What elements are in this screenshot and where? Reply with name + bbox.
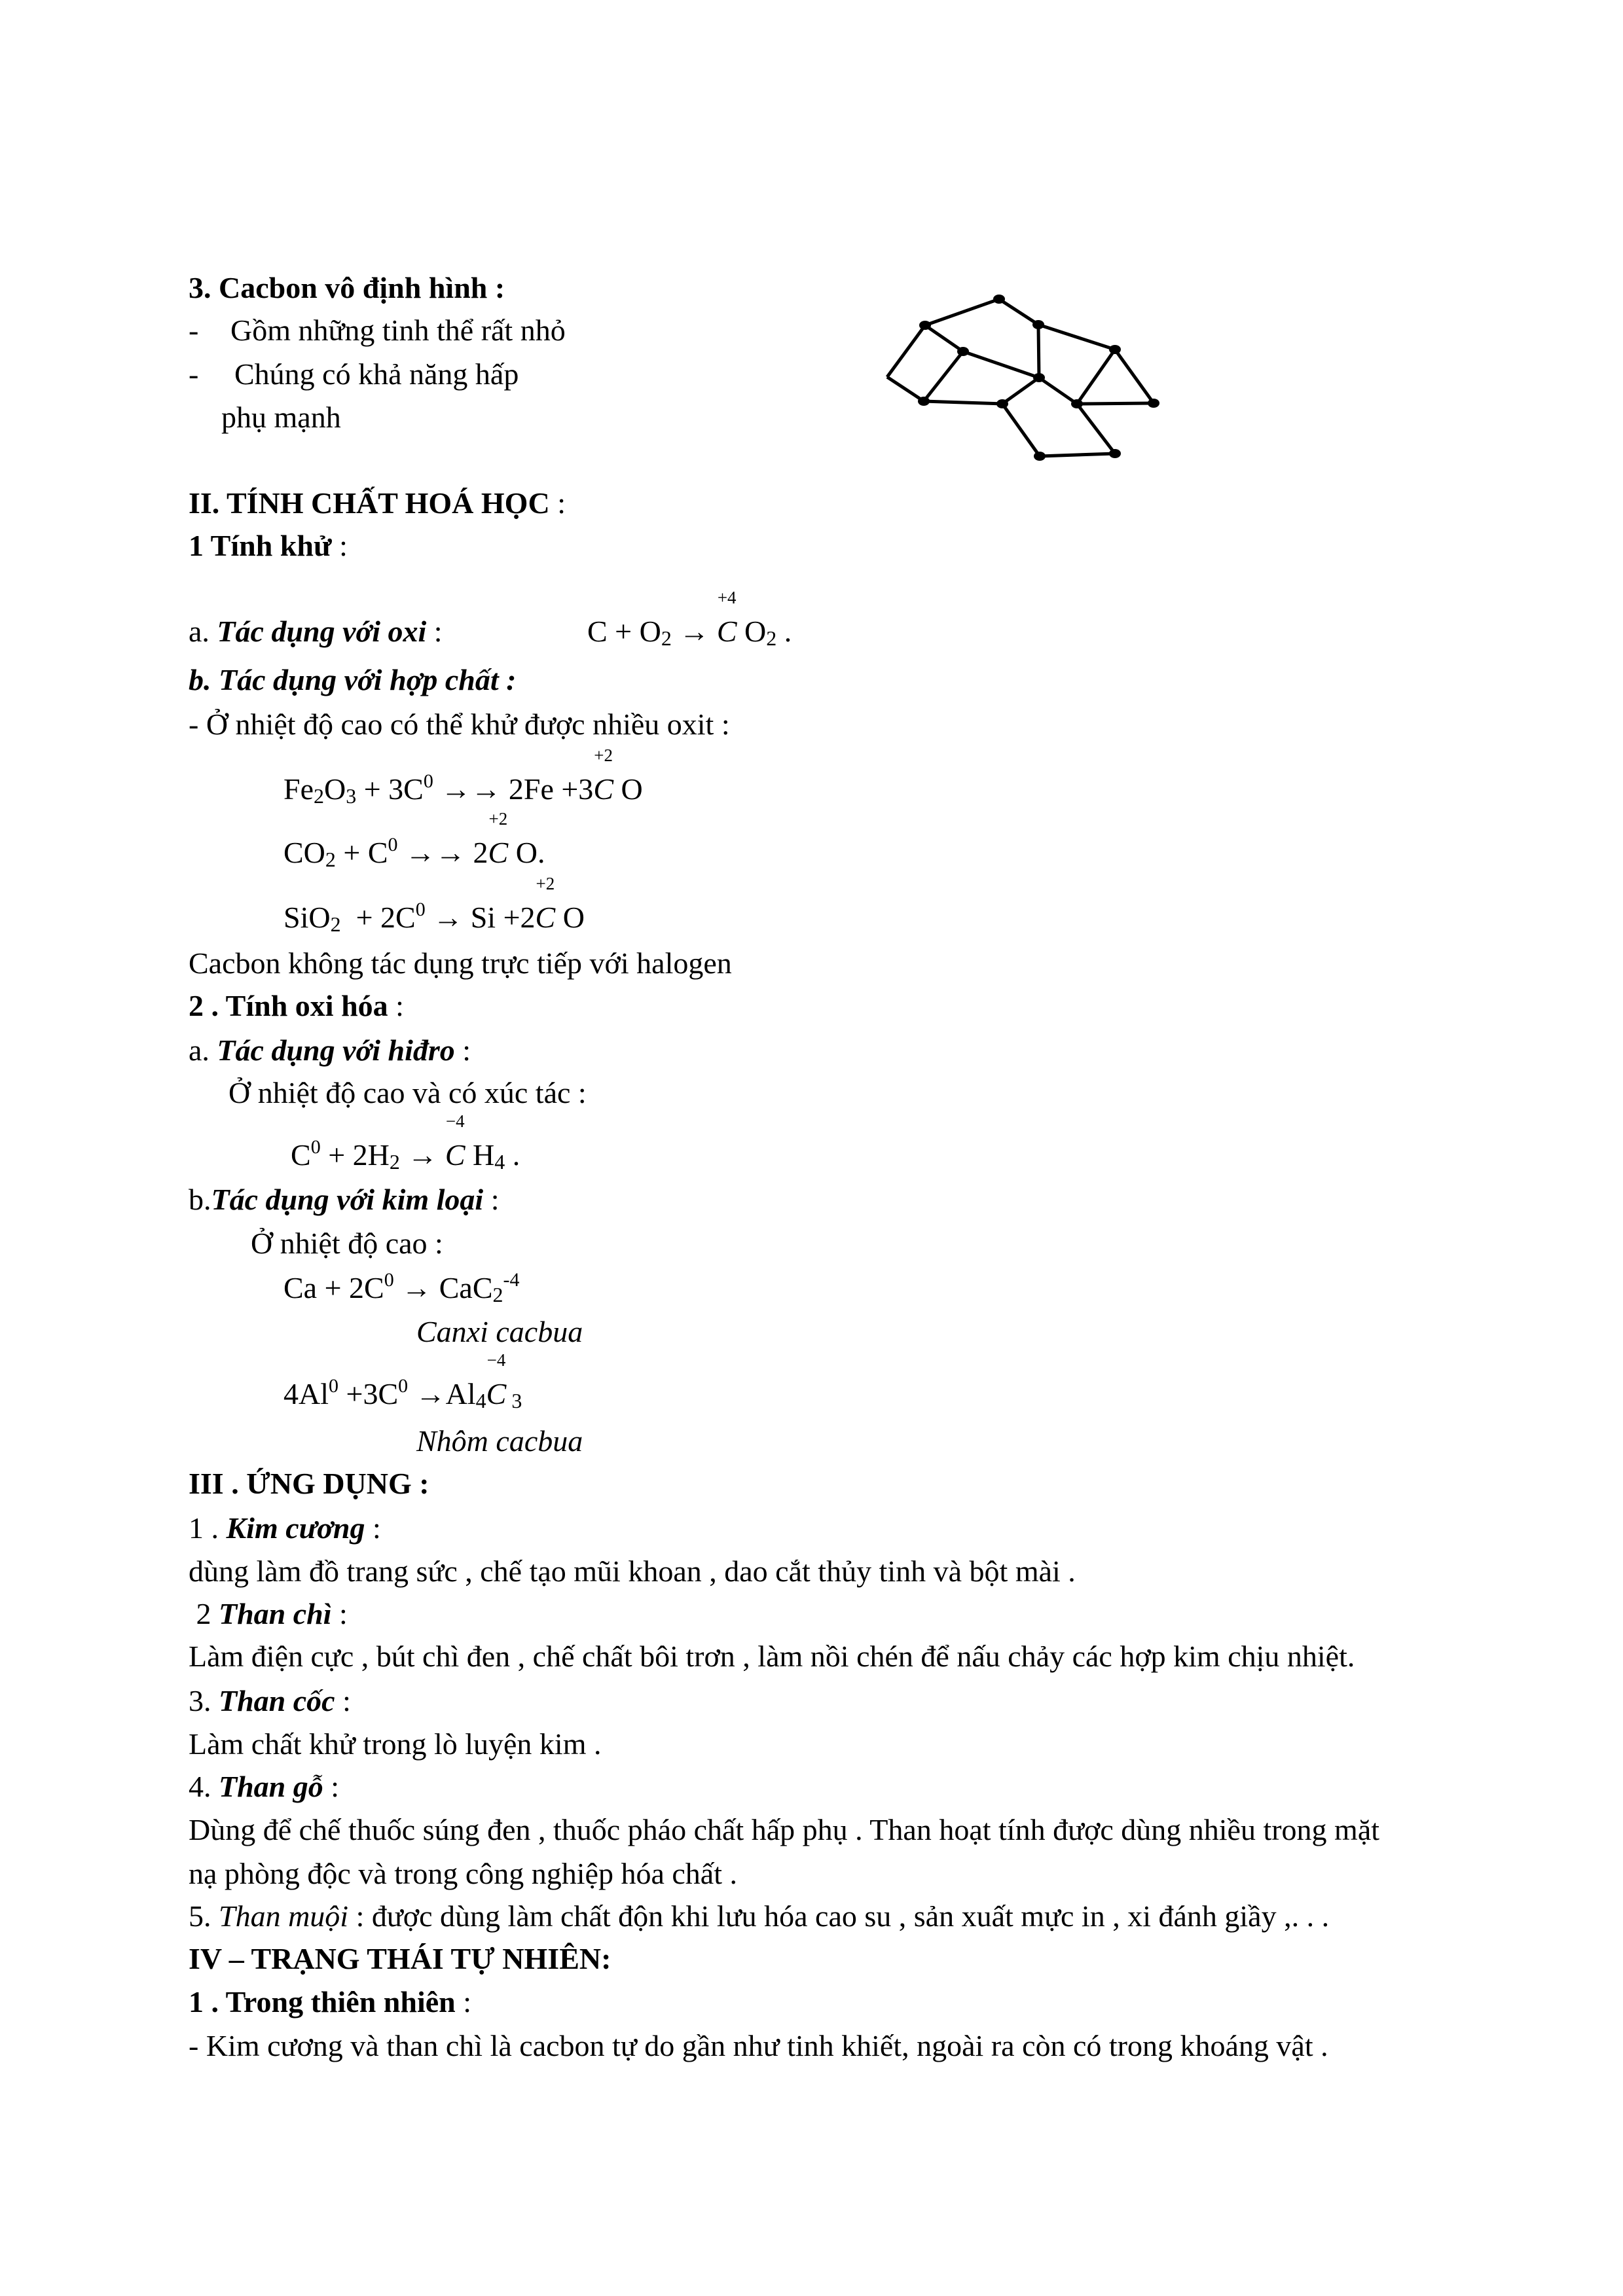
bond-line xyxy=(1077,350,1115,404)
item-heading: 1 . Kim cương : xyxy=(189,1511,381,1545)
paragraph: nạ phòng độc và trong công nghiệp hóa chất . xyxy=(189,1857,737,1890)
equation: $Fe_2O_3 + 3C^0 \to\to 2Fe +3$ +2 C O xyxy=(283,745,643,808)
bond-line xyxy=(887,377,924,401)
paragraph: - Kim cương và than chì là cacbon tự do gần như tinh khiết, ngoài ra còn có trong khoáng vật . xyxy=(189,2029,1328,2062)
bond-line xyxy=(1040,454,1115,456)
carbon-atom-dot xyxy=(996,399,1008,408)
bond-line xyxy=(1038,325,1039,378)
carbon-atom-dot xyxy=(1034,452,1046,461)
equation: $C + O_2$ → +4 C $O_2$ . xyxy=(587,610,792,653)
compound-name: Canxi cacbua xyxy=(416,1315,583,1348)
amorphous-carbon-structure-diagram xyxy=(0,0,1623,524)
item-heading: a. Tác dụng với oxi : xyxy=(189,615,443,648)
item-heading: a. Tác dụng với hiđro : xyxy=(189,1033,471,1067)
item-heading: b. Tác dụng với hợp chất : xyxy=(189,663,517,696)
bond-line xyxy=(1115,350,1154,403)
equation: $SiO_2 + 2C^0 \to Si +2$ +2 C O xyxy=(283,874,585,936)
bullet-text: phụ mạnh xyxy=(221,401,341,434)
carbon-atom-dot xyxy=(1032,320,1044,329)
paragraph: dùng làm đồ trang sức , chế tạo mũi khoan , dao cắt thủy tinh và bột mài . xyxy=(189,1554,1076,1588)
carbon-atom-dot xyxy=(993,295,1005,304)
carbon-atom-dot xyxy=(1109,345,1121,354)
paragraph: Ở nhiệt độ cao : xyxy=(251,1227,443,1260)
bond-line xyxy=(1002,404,1040,456)
section-heading: IV – TRẠNG THÁI TỰ NHIÊN: xyxy=(189,1942,611,1975)
bond-line xyxy=(887,325,925,377)
bullet-text: Chúng có khả năng hấp xyxy=(234,357,519,391)
section-heading: III . ỨNG DỤNG : xyxy=(189,1467,429,1500)
paragraph: 5. Than muội : được dùng làm chất độn khi lưu hóa cao su , sản xuất mực in , xi đánh giầy ,. . . xyxy=(189,1899,1330,1933)
carbon-atom-dot xyxy=(918,397,930,406)
paragraph: Dùng để chế thuốc súng đen , thuốc pháo chất hấp phụ . Than hoạt tính được dùng nhiều trong mặt xyxy=(189,1813,1380,1846)
carbon-atom-dot xyxy=(1148,399,1159,408)
bond-line xyxy=(924,351,963,401)
bond-line xyxy=(1077,403,1154,404)
equation: $CO_2 + C^0 \to\to 2$ +2 C O. xyxy=(283,809,545,871)
item-heading: 3. Than cốc : xyxy=(189,1684,351,1717)
carbon-atom-dot xyxy=(1071,399,1083,408)
bond-line xyxy=(924,401,1002,404)
bond-line xyxy=(1039,378,1077,404)
bond-line xyxy=(1002,378,1039,404)
section-heading: 3. Cacbon vô định hình : xyxy=(189,271,505,304)
bond-line xyxy=(925,325,963,351)
item-heading: 2 Than chì : xyxy=(189,1597,348,1630)
bond-line xyxy=(999,299,1038,325)
carbon-atom-dot xyxy=(1109,449,1121,458)
paragraph: - Ở nhiệt độ cao có thể khử được nhiều oxit : xyxy=(189,708,730,741)
carbon-atom-dot xyxy=(1033,373,1045,382)
equation: $C^0 + 2H_2$ → −4 C $H_4$ . xyxy=(291,1111,520,1174)
carbon-atom-dot xyxy=(957,347,969,356)
item-heading: b.Tác dụng với kim loại : xyxy=(189,1183,500,1216)
carbon-atom-dot xyxy=(919,321,931,330)
bullet-dash: - xyxy=(189,357,199,391)
carbon-oxidation: +4 C xyxy=(716,588,737,648)
bond-line xyxy=(925,299,999,325)
bullet-text: Gồm những tinh thể rất nhỏ xyxy=(230,314,566,347)
bond-line xyxy=(1077,404,1115,454)
equation: $Ca + 2C^0 \to CaC_2^{-4}$ xyxy=(283,1269,520,1306)
section-heading: II. TÍNH CHẤT HOÁ HỌC : xyxy=(189,486,566,520)
paragraph: Làm chất khử trong lò luyện kim . xyxy=(189,1727,602,1761)
subheading: 1 Tính khử : xyxy=(189,529,348,562)
paragraph: Ở nhiệt độ cao và có xúc tác : xyxy=(228,1076,587,1109)
bond-line xyxy=(1038,325,1115,350)
bullet-dash: - xyxy=(189,314,199,347)
subheading: 1 . Trong thiên nhiên : xyxy=(189,1985,472,2018)
subheading: 2 . Tính oxi hóa : xyxy=(189,989,404,1022)
paragraph: Làm điện cực , bút chì đen , chế chất bôi trơn , làm nồi chén để nấu chảy các hợp kim chịu nhiệt. xyxy=(189,1640,1355,1673)
bond-line xyxy=(963,351,1039,378)
item-heading: 4. Than gỗ : xyxy=(189,1770,340,1803)
compound-name: Nhôm cacbua xyxy=(416,1424,583,1458)
equation: $4Al^0 +3C^0 \to Al_4$ −4 C $_3$ xyxy=(283,1350,522,1412)
paragraph: Cacbon không tác dụng trực tiếp với halogen xyxy=(189,946,732,980)
